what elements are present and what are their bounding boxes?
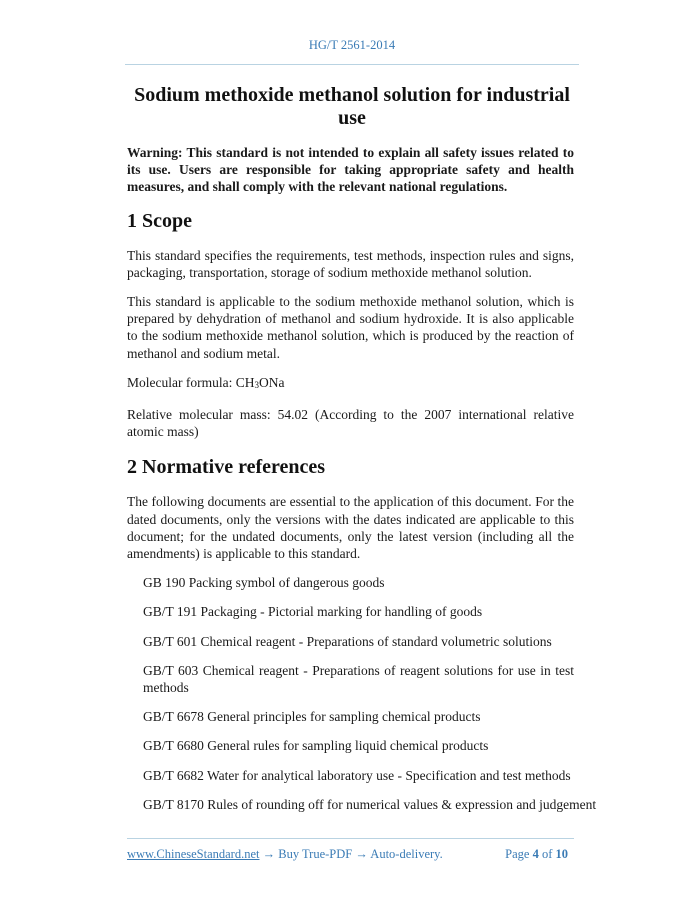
reference-item: GB 190 Packing symbol of dangerous goods <box>143 575 385 591</box>
page-indicator <box>505 847 568 862</box>
reference-item: GB/T 601 Chemical reagent - Preparations of standard volumetric solutions <box>143 633 552 649</box>
reference-item: GB/T 6682 Water for analytical laboratory use - Specification and test methods <box>143 767 571 783</box>
formula-subscript: 3 <box>254 379 259 390</box>
section-heading-references: 2 Normative references <box>127 456 326 479</box>
document-code-header: HG/T 2561-2014 <box>308 38 396 52</box>
page-label: Page <box>505 847 533 861</box>
formula-part: CH <box>235 374 255 390</box>
website-link[interactable]: www.ChineseStandard.net <box>127 847 260 861</box>
formula-label: Molecular formula: <box>127 374 236 390</box>
page-footer <box>127 847 574 862</box>
formula-part: ONa <box>258 374 285 390</box>
scope-paragraph-2: This standard is applicable to the sodium methoxide methanol solution, which is prepared by dehydration of methanol and sodium hydroxide. It is also applicable to the sodium methoxide methanol solution, which is produced by the reaction of methanol and sodium metal. <box>127 294 574 361</box>
section-heading-scope: 1 Scope <box>127 209 192 232</box>
reference-item: GB/T 6678 General principles for sampling chemical products <box>143 709 481 725</box>
reference-item: GB/T 6680 General rules for sampling liquid chemical products <box>143 738 489 754</box>
footer-divider <box>127 838 574 839</box>
warning-paragraph: Warning: This standard is not intended to explain all safety issues related to its use. Users are responsible for taking appropriate safety and health measures, and shall comply with the relevant national regulations. <box>127 145 574 195</box>
molecular-formula <box>127 374 574 394</box>
footer-tagline: → Buy True-PDF → Auto-delivery. <box>259 847 443 861</box>
document-body <box>127 144 597 825</box>
reference-item: GB/T 191 Packaging - Pictorial marking for handling of goods <box>143 604 483 620</box>
reference-item: GB/T 8170 Rules of rounding off for numerical values & expression and judgement <box>143 796 597 812</box>
of-label: of <box>538 847 556 861</box>
total-pages: 10 <box>555 847 568 861</box>
current-page: 4 <box>532 847 539 861</box>
document-title: Sodium methoxide methanol solution for industrial use <box>134 84 570 129</box>
molecular-mass: Relative molecular mass: 54.02 (According to the 2007 international relative atomic mass) <box>127 407 574 440</box>
reference-item: GB/T 603 Chemical reagent - Preparations of reagent solutions for use in test methods <box>143 662 574 696</box>
scope-paragraph-1: This standard specifies the requirements, test methods, inspection rules and signs, packaging, transportation, storage of sodium methoxide methanol solution. <box>127 247 574 280</box>
references-intro: The following documents are essential to the application of this document. For the dated documents, only the versions with the dates indicated are applicable to this document; for the undated documents, only the latest version (including all the amendments) is applicable to this standard. <box>127 494 574 562</box>
header-divider <box>125 64 579 65</box>
